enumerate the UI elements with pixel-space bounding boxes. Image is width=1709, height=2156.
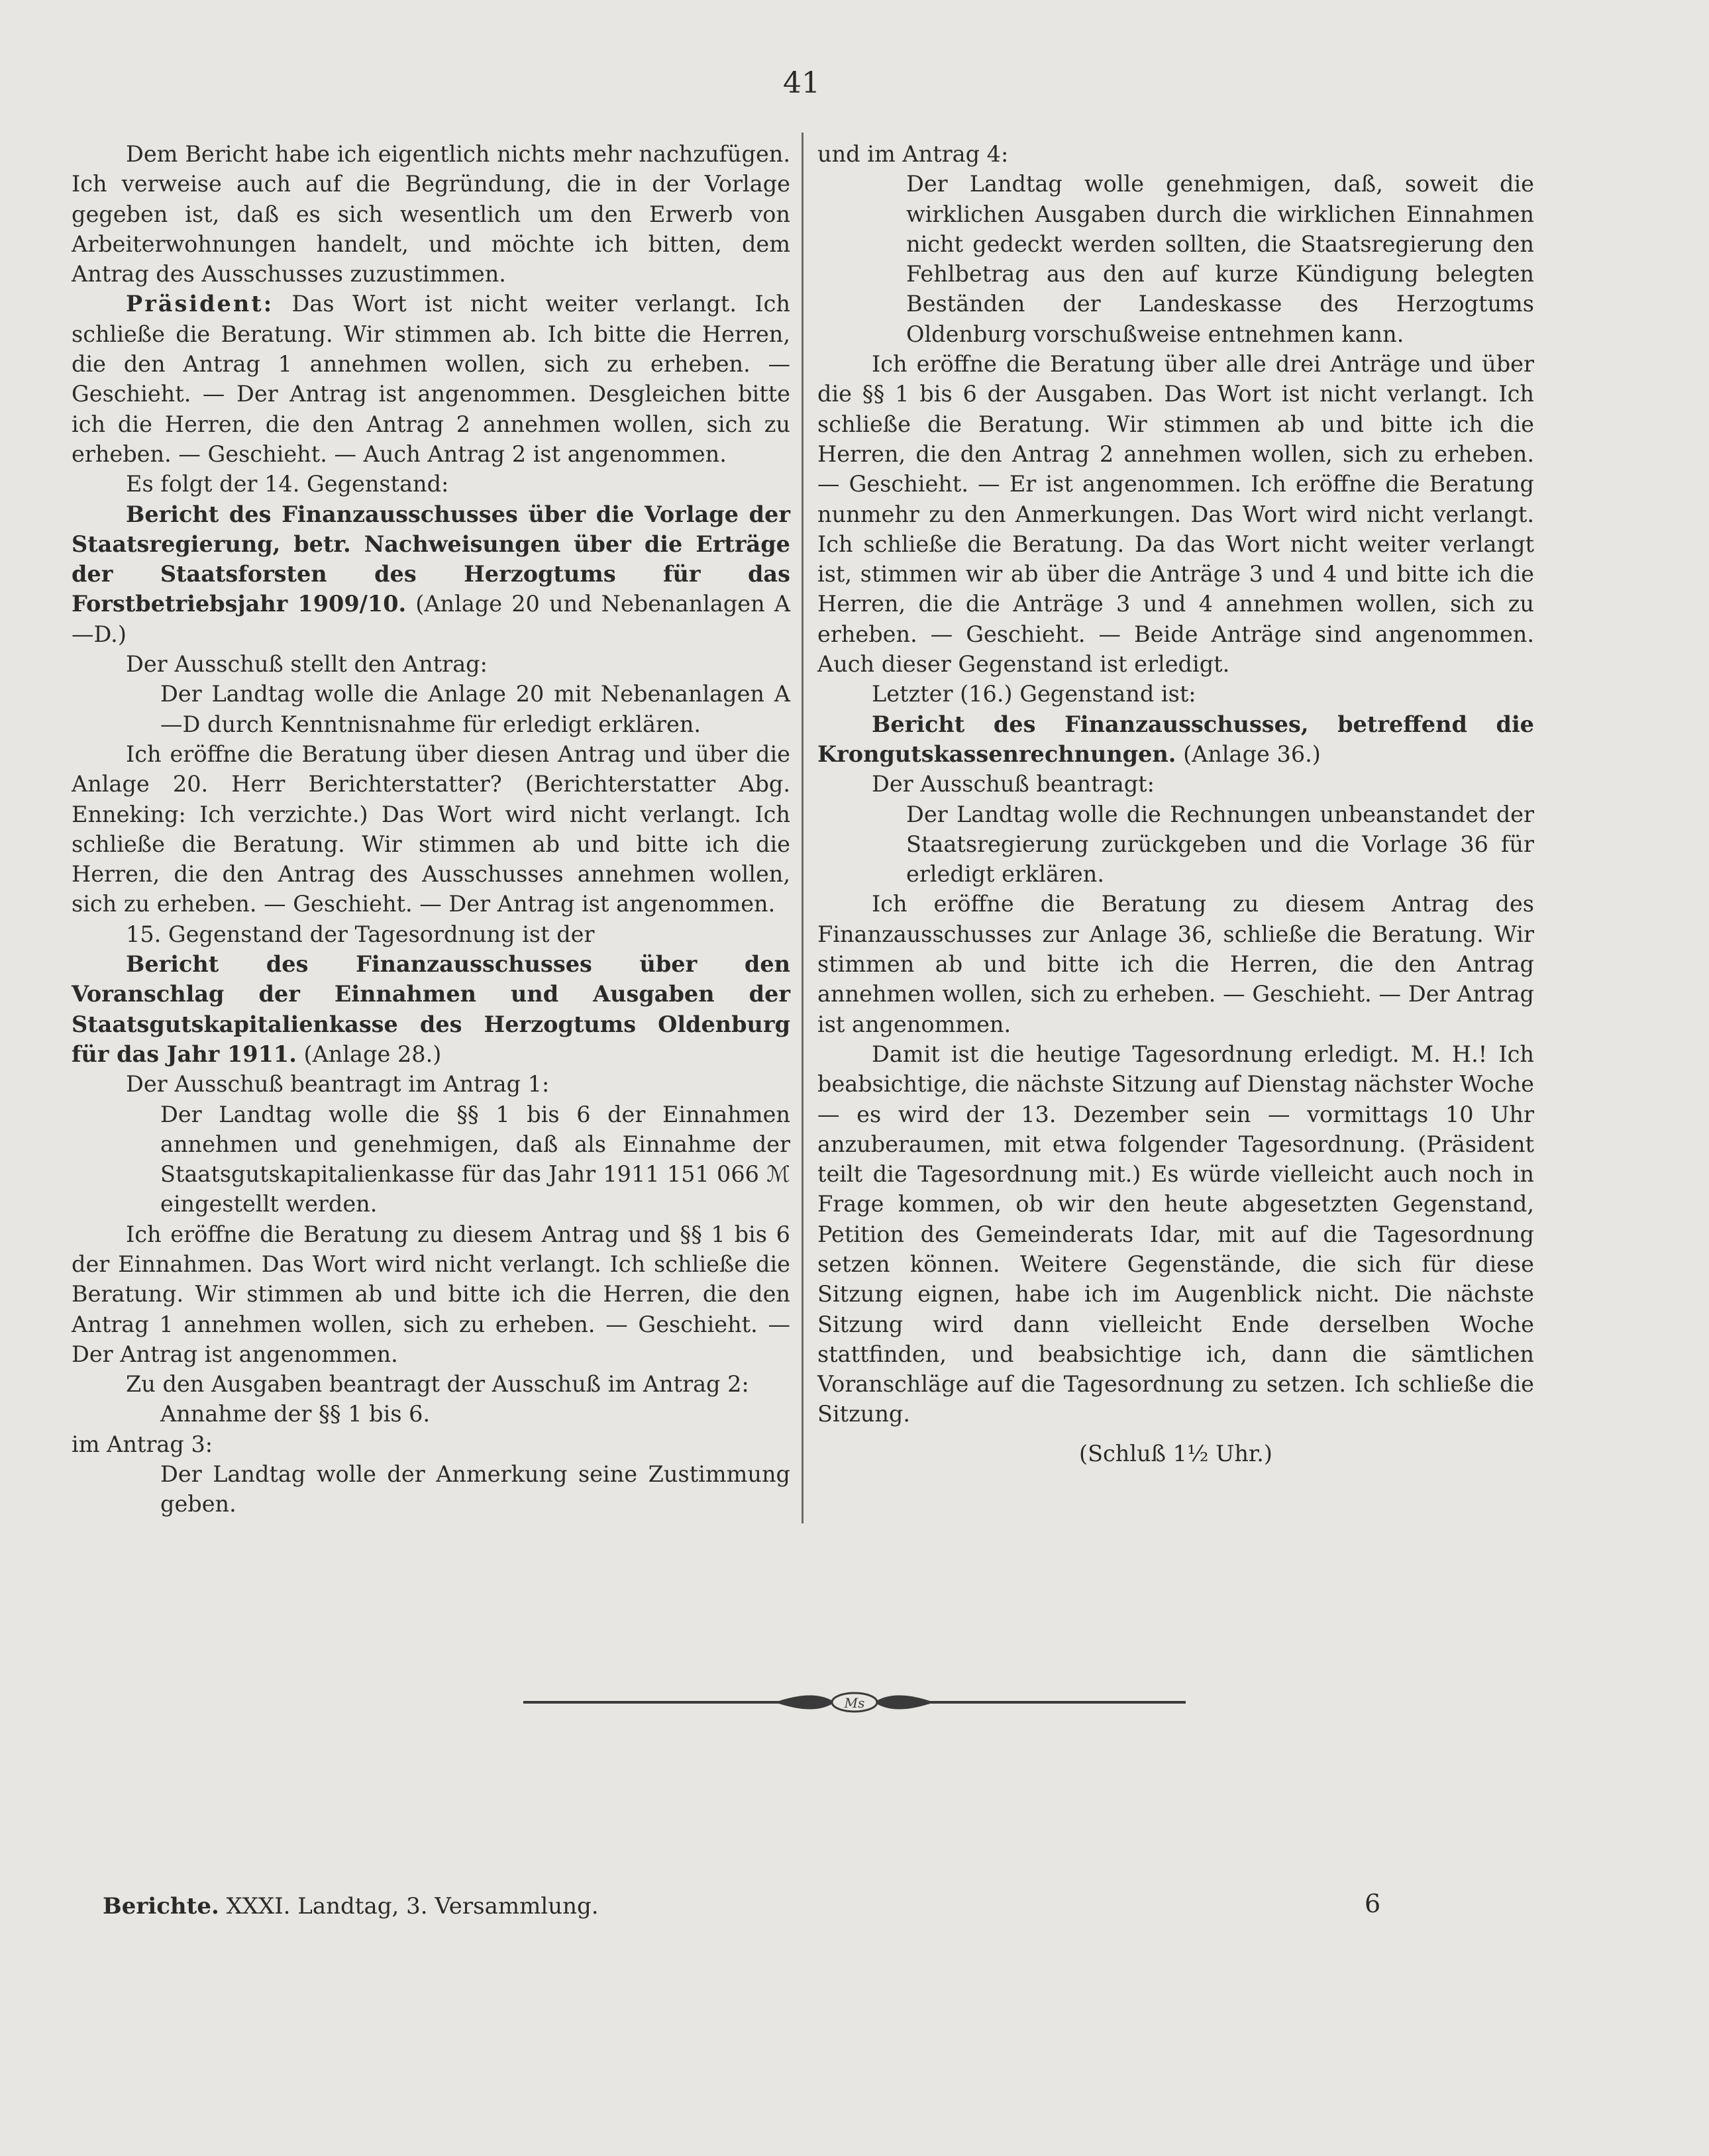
page-number: 41 (783, 66, 820, 100)
paragraph: Ich eröffne die Beratung zu diesem Antrag des Finanzausschusses zur Anlage 36, schließe die Beratung. Wir stimmen ab und bitte ich die Herren, die den Antrag annehmen wollen, sich zu erheben. — Geschieht. — Der Antrag ist angenommen. (817, 891, 1534, 1037)
footer-rest: XXXI. Landtag, 3. Versammlung. (219, 1893, 599, 1920)
paragraph: Der Ausschuß beantragt im Antrag 1: (126, 1071, 550, 1098)
agenda-item-reference: (Anlage 28.) (296, 1041, 442, 1067)
right-column (817, 139, 1534, 1468)
paragraph: Zu den Ausgaben beantragt der Ausschuß im Antrag 2: (126, 1371, 749, 1398)
motion-text: Der Landtag wolle die Rechnungen unbeanstandet der Staatsregierung zurückgeben und die Vorlage 36 für erledigt erklären. (906, 801, 1534, 888)
agenda-item-title: Bericht des Finanzausschusses über die Vorlage der Staatsregierung, betr. Nachweisungen über die Erträge der Staatsforsten des Herzogtums für das Forstbetriebsjahr 1909/10. (72, 501, 790, 617)
paragraph: Ich eröffne die Beratung zu diesem Antrag und §§ 1 bis 6 der Einnahmen. Das Wort wird nicht verlangt. Ich schließe die Beratung. Wir stimmen ab und bitte ich die Herren, die den Antrag 1 annehmen wollen, sich zu erheben. — Geschieht. — Der Antrag ist angenommen. (72, 1221, 790, 1367)
ornament-divider (523, 1688, 1186, 1717)
agenda-item-heading (817, 709, 1534, 770)
left-column (72, 139, 790, 1519)
motion-text: Annahme der §§ 1 bis 6. (160, 1401, 431, 1427)
paragraph: Letzter (16.) Gegenstand ist: (872, 681, 1196, 707)
speaker-name: Präsident: (126, 291, 274, 317)
motion-text: Der Landtag wolle der Anmerkung seine Zustimmung geben. (160, 1461, 790, 1517)
agenda-item-reference: (Anlage 20 und Nebenanlagen A—D.) (72, 591, 791, 647)
motion-text: Der Landtag wolle die §§ 1 bis 6 der Einnahmen annehmen und genehmigen, daß als Einnahme der Staatsgutskapitalienkasse für das Jahr 1911 151 066 ℳ eingestellt werden. (160, 1101, 790, 1217)
column-divider (802, 132, 803, 1523)
speech-paragraph (72, 289, 790, 469)
paragraph: Der Ausschuß stellt den Antrag: (126, 651, 488, 678)
paragraph: Der Ausschuß beantragt: (872, 771, 1155, 797)
agenda-item-title: Bericht des Finanzausschusses über den Voranschlag der Einnahmen und Ausgaben der Staatsgutskapitalienkasse des Herzogtums Oldenburg für das Jahr 1911. (72, 951, 790, 1067)
speech-text: Das Wort ist nicht weiter verlangt. Ich schließe die Beratung. Wir stimmen ab. Ich bitte die Herren, die den Antrag 1 annehmen wollen, sich zu erheben. — Geschieht. — Der Antrag ist angenommen. Desgleichen bitte ich die Herren, die den Antrag 2 annehmen wollen, sich zu erheben. — Geschieht. — Auch Antrag 2 ist angenommen. (72, 291, 790, 467)
agenda-item-title: Bericht des Finanzausschusses, betreffend die Krongutskassenrechnungen. (817, 711, 1534, 767)
paragraph: und im Antrag 4: (817, 141, 1009, 167)
ornament-monogram: Ms (844, 1695, 865, 1711)
paragraph: Ich eröffne die Beratung über diesen Antrag und über die Anlage 20. Herr Berichterstatter? (Berichterstatter Abg. Enneking: Ich verzichte.) Das Wort wird nicht verlangt. Ich schließe die Beratung. Wir stimmen ab und bitte ich die Herren, die den Antrag des Ausschusses annehmen wollen, sich zu erheben. — Geschieht. — Der Antrag ist angenommen. (72, 741, 790, 917)
agenda-item-heading (72, 499, 790, 649)
ornament-left-flourish (775, 1696, 835, 1710)
paragraph: Damit ist die heutige Tagesordnung erledigt. M. H.! Ich beabsichtige, die nächste Sitzung auf Dienstag nächster Woche — es wird der 13. Dezember sein — vormittags 10 Uhr anzuberaumen, mit etwa folgender Tagesordnung. (Präsident teilt die Tagesordnung mit.) Es würde vielleicht auch noch in Frage kommen, ob wir den heute abgesetzten Gegenstand, Petition des Gemeinderats Idar, mit auf die Tagesordnung setzen können. Weitere Gegenstände, die sich für diese Sitzung eignen, habe ich im Augenblick nicht. Die nächste Sitzung wird dann vielleicht Ende derselben Woche stattfinden, und beabsichtige ich, dann die sämtlichen Voranschläge auf die Tagesordnung zu setzen. Ich schließe die Sitzung. (817, 1041, 1534, 1427)
signature-mark: 6 (1365, 1889, 1381, 1918)
footer-bold: Berichte. (103, 1893, 219, 1920)
agenda-item-heading (72, 949, 790, 1069)
paragraph: im Antrag 3: (72, 1431, 213, 1457)
agenda-item-reference: (Anlage 36.) (1176, 741, 1321, 767)
paragraph: Es folgt der 14. Gegenstand: (126, 471, 449, 497)
closing-note: (Schluß 1½ Uhr.) (1079, 1440, 1272, 1466)
paragraph: Ich eröffne die Beratung über alle drei Anträge und über die §§ 1 bis 6 der Ausgaben. Das Wort ist nicht verlangt. Ich schließe die Beratung. Wir stimmen ab und bitte ich die Herren, die den Antrag 2 annehmen wollen, sich zu erheben. — Geschieht. — Er ist angenommen. Ich eröffne die Beratung nunmehr zu den Anmerkungen. Das Wort wird nicht verlangt. Ich schließe die Beratung. Da das Wort nicht weiter verlangt ist, stimmen wir ab über die Anträge 3 und 4 und bitte ich die Herren, die die Anträge 3 und 4 annehmen wollen, sich zu erheben. — Geschieht. — Beide Anträge sind angenommen. Auch dieser Gegenstand ist erledigt. (817, 351, 1534, 678)
motion-text: Der Landtag wolle genehmigen, daß, soweit die wirklichen Ausgaben durch die wirklichen Einnahmen nicht gedeckt werden sollten, die Staatsregierung den Fehlbetrag aus den auf kurze Kündigung belegten Beständen der Landeskasse des Herzogtums Oldenburg vorschußweise entnehmen kann. (906, 171, 1534, 347)
motion-text: Der Landtag wolle die Anlage 20 mit Nebenanlagen A—D durch Kenntnisnahme für erledigt erklären. (160, 681, 790, 737)
footer-citation (103, 1893, 599, 1920)
paragraph: 15. Gegenstand der Tagesordnung ist der (126, 921, 595, 947)
paragraph: Dem Bericht habe ich eigentlich nichts mehr nachzufügen. Ich verweise auch auf die Begründung, die in der Vorlage gegeben ist, daß es sich wesentlich um den Erwerb von Arbeiterwohnungen handelt, und möchte ich bitten, dem Antrag des Ausschusses zuzustimmen. (72, 141, 790, 287)
ornament-right-flourish (874, 1696, 934, 1710)
